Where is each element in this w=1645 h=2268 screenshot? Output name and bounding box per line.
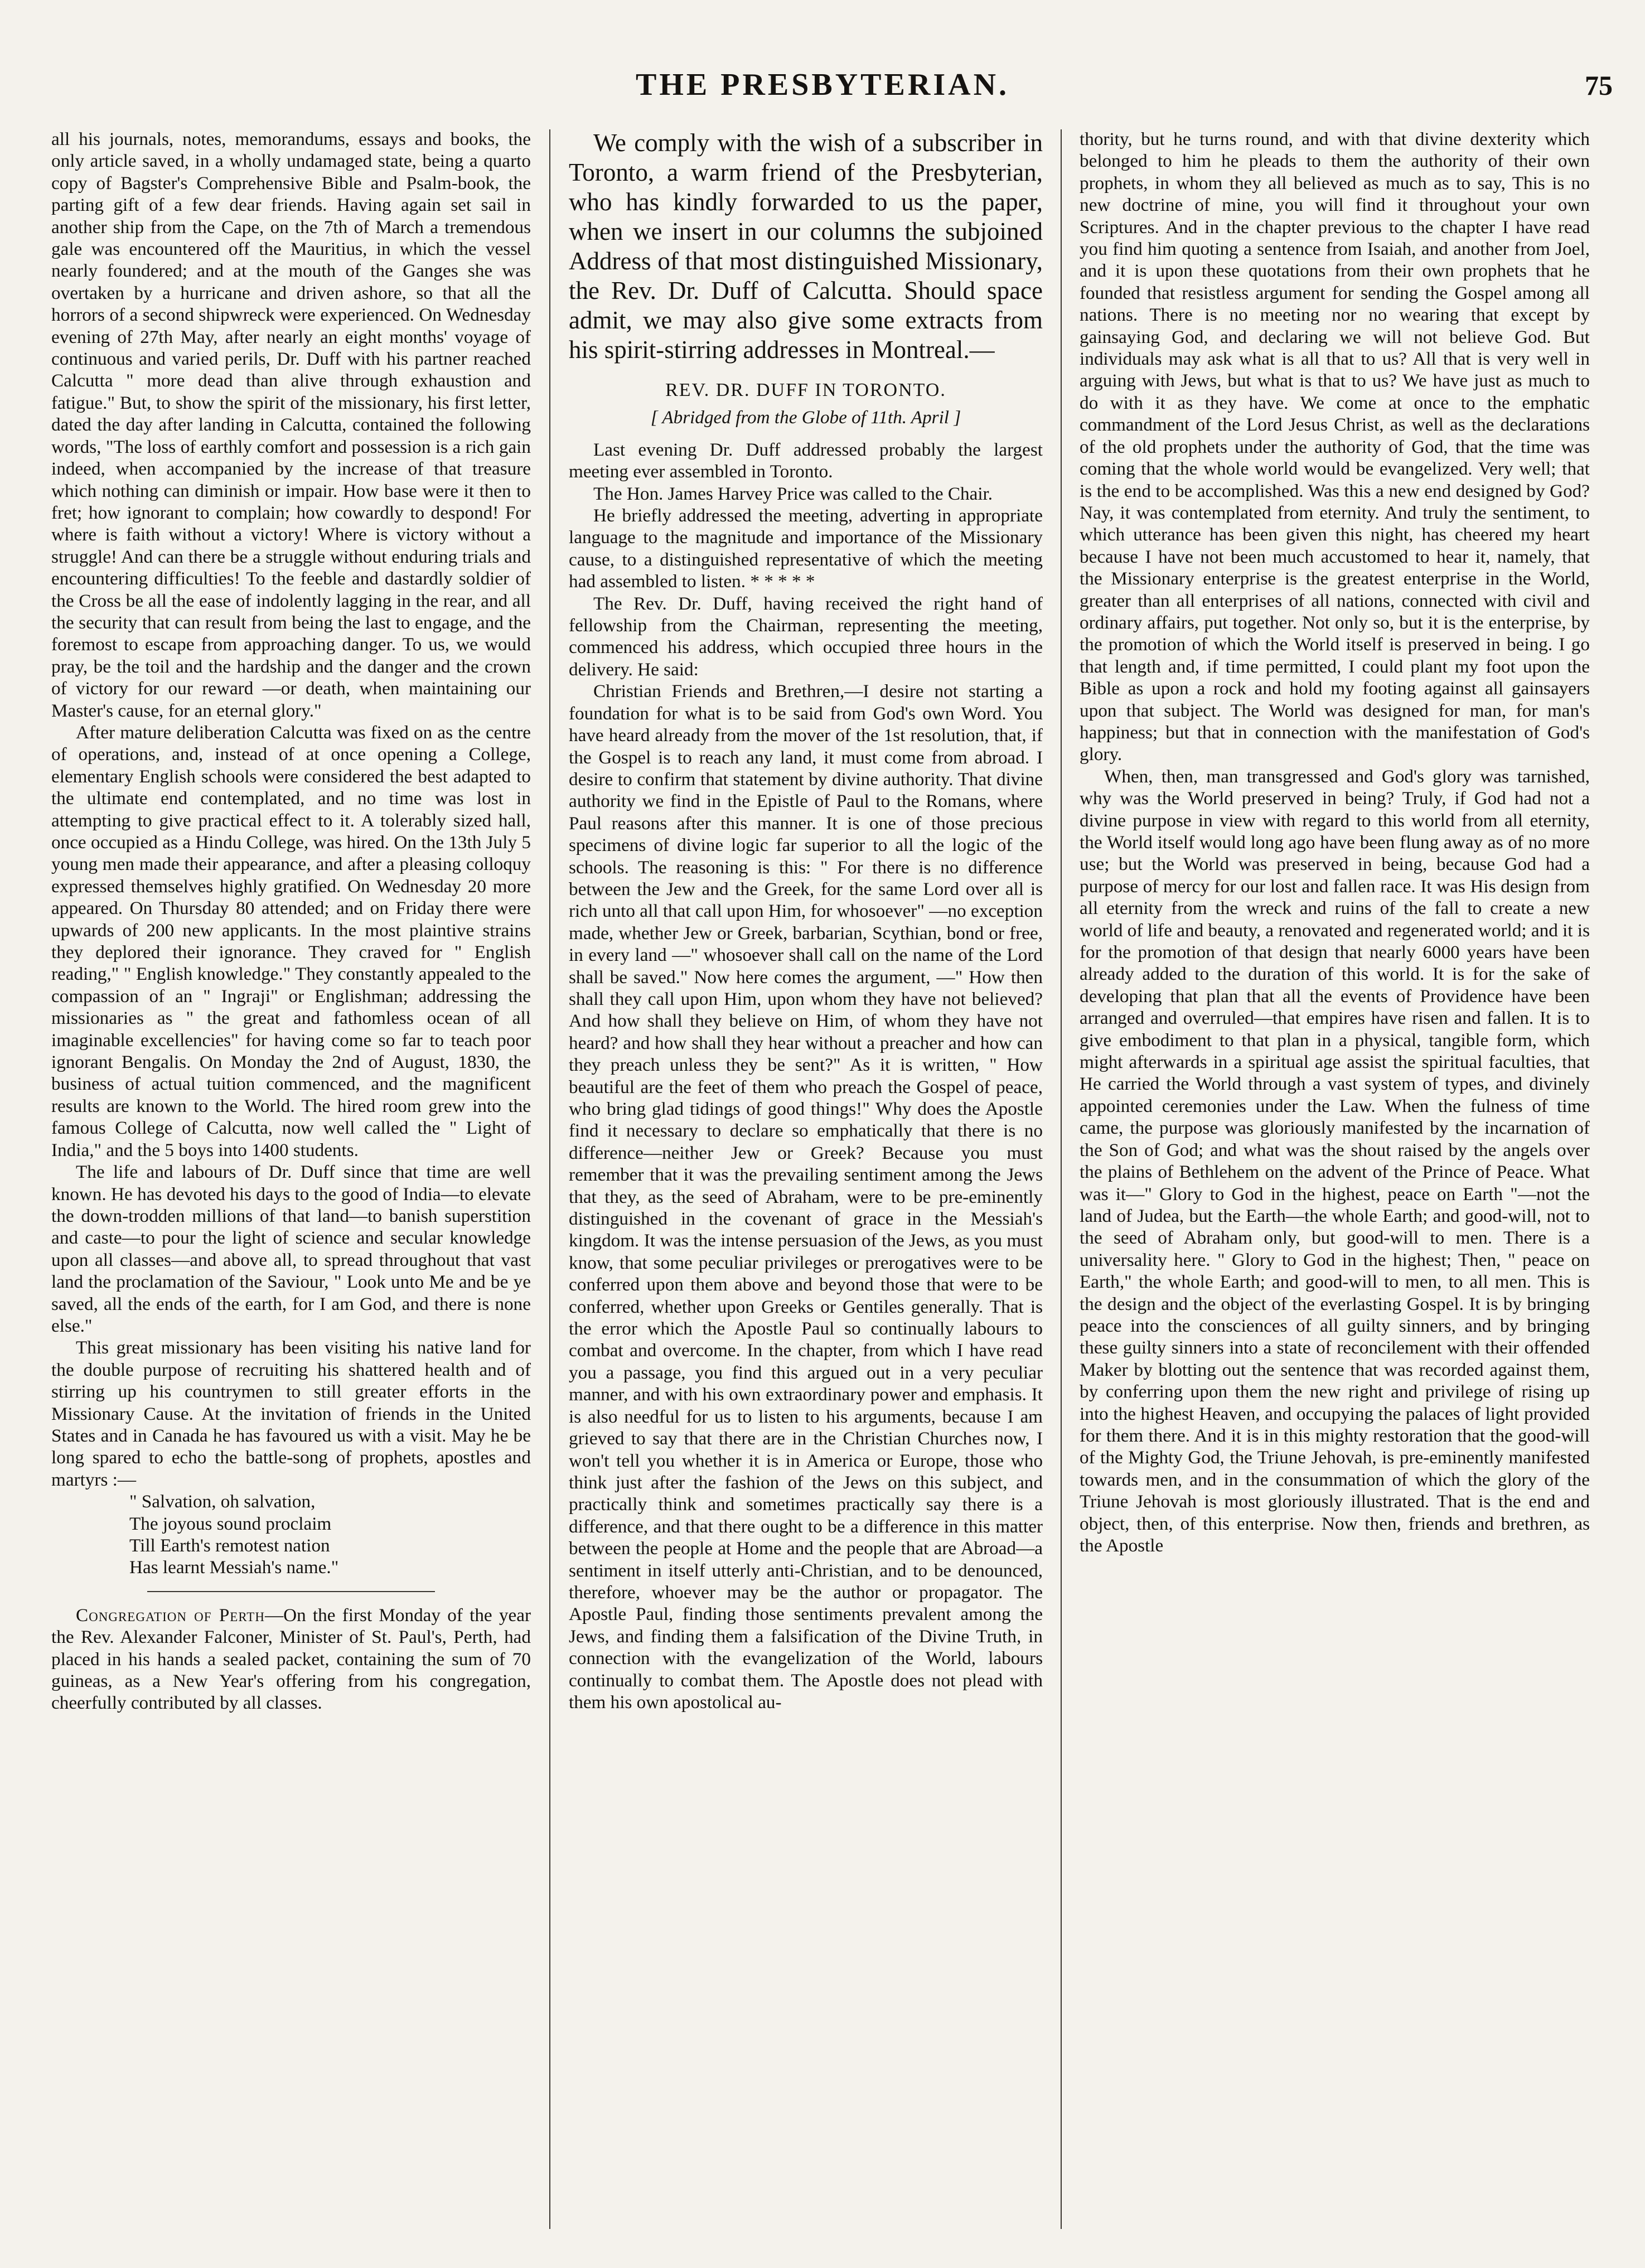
poem-line: Till Earth's remotest nation — [129, 1535, 330, 1556]
column-right — [1080, 128, 1590, 2235]
paragraph: thority, but he turns round, and with that divine dexterity which belonged to him he pleads to them the authority of their own prophets, in whom they all believed as much as to say, This is no new doctrine of mine, you will find it throughout your own Scriptures. And in the chapter previous to the chapter I have read you find him quoting a sentence from Isaiah, and another from Joel, and it is upon these quotations from their own prophets that he founded that resistless argument for sending the Gospel among all nations. There is no meeting nor no wearing that except by gainsaying God, and declaring we will not believe God. But individuals may ask what is all that to us? All that is very well in arguing with Jews, but what is that to us? We have just as much to do with it as they have. We come at once to the emphatic commandment of the Lord Jesus Christ, as well as the declarations of the old prophets under the authority of God, that the time was coming that the whole world would be evangelized. Very well; that is the end to be accomplished. Was this a new end designed by God? Nay, it was contemplated from eternity. And truly the sentiment, to which utterance has been given this night, has cheered my heart because I have not been much accustomed to hear it, namely, that the Missionary enterprise is the greatest enterprise in the World, greater than all enterprises of all nations, connected with civil and ordinary affairs, put together. Not only so, but it is the enterprise, by the promotion of which the World itself is preserved in being. I go that length and, if time permitted, I could plant my foot upon the Bible as upon a rock and hold my footing against all gainsayers upon that subject. The World was designed for man, for man's happiness; but that in connection with the manifestation of God's glory. — [1080, 129, 1590, 765]
column-rule — [1061, 129, 1062, 2229]
article-heading: REV. DR. DUFF IN TORONTO. — [665, 380, 946, 400]
poem-line: Has learnt Messiah's name." — [129, 1557, 339, 1578]
poem-line: The joyous sound proclaim — [129, 1513, 332, 1534]
notice-body: —On the first Monday of the year the Rev. Alexander Falconer, Minister of St. Paul's, Perth, had placed in his hands a sealed packet, containing the sum of 70 guineas, as a New Year's offering from his congregation, cheerfully contributed by all classes. — [51, 1604, 531, 1714]
paragraph: The Rev. Dr. Duff, having received the right hand of fellowship from the Chairman, representing the meeting, commenced his address, which occupied three hours in the delivery. He said: — [569, 593, 1043, 680]
paragraph: The life and labours of Dr. Duff since that time are well known. He has devoted his days to the good of India—to elevate the down-trodden millions of that land—to banish superstition and caste—to pour the light of science and secular knowledge upon all classes—and above all, to spread throughout that vast land the proclamation of the Saviour, " Look unto Me and be ye saved, all the ends of the earth, for I am God, and there is none else." — [51, 1162, 531, 1336]
column-left — [51, 128, 531, 2235]
poem-quote — [51, 1491, 531, 1579]
page-number: 75 — [1585, 70, 1613, 101]
paragraph: all his journals, notes, memorandums, essays and books, the only article saved, in a wholly undamaged state, being a quarto copy of Bagster's Comprehensive Bible and Psalm-book, the parting gift of a few dear friends. Having again set sail in another ship from the Cape, on the 7th of March a tremendous gale was encountered off the Mauritius, in which the vessel nearly foundered; and at the mouth of the Ganges she was overtaken by a hurricane and driven ashore, so that all the horrors of a second shipwreck were experienced. On Wednesday evening of 27th May, after nearly an eight months' voyage of continuous and varied perils, Dr. Duff with his partner reached Calcutta " more dead than alive through exhaustion and fatigue." But, to show the spirit of the missionary, his first letter, dated the day after landing in Calcutta, contained the following words, "The loss of earthly comfort and possession is a rich gain indeed, when accompanied by the increase of that treasure which nothing can diminish or impair. How base were it then to fret; how ignorant to complain; how cowardly to despond! For where is faith without a victory! Where is victory without a struggle! And can there be a struggle without enduring trials and encountering difficulties! To the feeble and dastardly soldier of the Cross be all the ease of indolently lagging in the rear, and all the security that can result from being the last to engage, and the foremost to escape from approaching danger. To us, we would pray, be the toil and the hardship and the danger and the crown of victory for our reward —or death, when maintaining our Master's cause, for an eternal glory." — [51, 129, 531, 721]
section-divider — [147, 1591, 435, 1592]
editorial-intro: We comply with the wish of a subscriber in Toronto, a warm friend of the Presbyterian, who has kindly forwarded to us the paper, when we insert in our columns the subjoined Address of that most distinguished Missionary, the Rev. Dr. Duff of Calcutta. Should space admit, we may also give some extracts from his spirit-stirring addresses in Montreal.— — [569, 129, 1043, 364]
paragraph: When, then, man transgressed and God's glory was tarnished, why was the World preserved in being? Truly, if God had not a divine purpose in view with regard to this world from all eternity, the World itself would long ago have been flung away as of no more use; but the World was preserved in being, because God had a purpose of mercy for our lost and fallen race. It was His design from all eternity from the wreck and ruins of the fall to create a new world of life and beauty, a renovated and regenerated world; and it is for the promotion of that design that nearly 6000 years have been already added to the duration of this world. It is for the sake of developing that plan that all the events of Providence have been arranged and overruled—that empires have risen and fallen. It is to give embodiment to that plan in a physical, tangible form, which might afterwards in a spiritual age assist the spiritual faculties, that He carried the World through a vast system of types, and divinely appointed ceremonies under the Law. When the fulness of time came, the purpose was gloriously manifested by the incarnation of the Son of God; and what was the shout raised by the angels over the plains of Bethlehem on the advent of the Prince of Peace. What was it—" Glory to God in the highest, peace on Earth "—not the land of Judea, but the Earth—the whole Earth; and good-will, not to the seed of Abraham only, but good-will to men. There is a universality here. " Glory to God in the highest; Then, " peace on Earth," the whole Earth; and good-will to men, to all men. This is the design and the object of the everlasting Gospel. It is by bringing peace into the consciences of all guilty sinners, and by bringing these guilty sinners into a state of reconcilement with their offended Maker by blotting out the sentence that was recorded against them, by conferring upon them the new right and privilege of rising up into the highest Heaven, and occupying the palaces of light provided for them there. And it is in this mighty restoration that the good-will of the Mighty God, the Triune Jehovah, is pre-eminently manifested towards men, and in the consummation of which the glory of the Triune Jehovah is most gloriously illustrated. That is the end and object, then, of this enterprise. Now then, friends and brethren, as the Apostle — [1080, 766, 1590, 1556]
paragraph: The Hon. James Harvey Price was called to the Chair. — [593, 483, 993, 504]
paragraph: Christian Friends and Brethren,—I desire not starting a foundation for what is to be said from God's own Word. You have heard already from the mover of the 1st resolution, that, if the Gospel is to reach any land, it must come from abroad. I desire to confirm that statement by divine authority. That divine authority we find in the Epistle of Paul to the Romans, where Paul reasons after this manner. It is one of those precious specimens of divine logic far superior to all the logic of the schools. The reasoning is this: " For there is no difference between the Jew and the Greek, for the same Lord over all is rich unto all that call upon Him, for whosoever" —no exception made, whether Jew or Greek, barbarian, Scythian, bond or free, in every land —" whosoever shall call on the name of the Lord shall be saved." Now here comes the argument, —" How then shall they call upon Him, upon whom they have not believed? And how shall they believe on Him, of whom they have not heard? and how shall they hear without a preacher and how can they preach unless they be sent?" As it is written, " How beautiful are the feet of them who preach the Gospel of peace, who bring glad tidings of good things!" Why does the Apostle find it necessary to declare so emphatically that there is no difference—neither Jew or Greek? Because you must remember that it was the prevailing sentiment among the Jews that they, as the seed of Abraham, were to be pre-eminently distinguished in the covenant of grace in the Messiah's kingdom. It was the intense persuasion of the Jews, as you must know, that some peculiar privileges or prerogatives were to be conferred upon them above and beyond those that were to be conferred, whether upon Greeks or Gentiles generally. That is the error which the Apostle Paul so continually labours to combat and overcome. In the chapter, from which I have read you a passage, you find this argued out in a very peculiar manner, and with his own extraordinary power and emphasis. It is also needful for us to listen to his arguments, because I am grieved to say that there are in the Christian Churches now, I won't tell you whether it is in America or Europe, those who think just after the fashion of the Jews on this subject, and practically think and sometimes practically say there is a difference, and that there ought to be a difference in this matter between the people at Home and the people that are Abroad—a sentiment in itself utterly anti-Christian, and to be denounced, therefore, whoever may be the author or propagator. The Apostle Paul, finding those sentiments prevalent among the Jews, and finding them a falsification of the Divine Truth, in connection with the evangelization of the World, labours continually to combat them. The Apostle does not plead with them his own apostolical au- — [569, 681, 1043, 1713]
notice-title: Congregation of Perth — [76, 1604, 265, 1626]
poem-line: " Salvation, oh salvation, — [129, 1491, 316, 1512]
paragraph: He briefly addressed the meeting, adverting in appropriate language to the magnitude and importance of the Missionary cause, to a distinguished representative of which the meeting had assembled to listen. * * * * * — [569, 505, 1043, 592]
column-middle — [569, 128, 1043, 2235]
article-subheading: [ Abridged from the Globe of 11th. April ] — [650, 407, 961, 428]
notice-paragraph — [51, 1604, 531, 1714]
column-rule — [549, 129, 550, 2229]
running-title: THE PRESBYTERIAN. — [635, 67, 1010, 102]
page-header — [0, 67, 1645, 117]
paragraph: Last evening Dr. Duff addressed probably the largest meeting ever assembled in Toronto. — [569, 439, 1043, 482]
paragraph: After mature deliberation Calcutta was fixed on as the centre of operations, and, instead of at once opening a College, elementary English schools were considered the best adapted to the ultimate end contemplated, and no time was lost in attempting to give practical effect to it. A tolerably sized hall, once occupied as a Hindu College, was hired. On the 13th July 5 young men made their appearance, and after a pleasing colloquy expressed themselves highly gratified. On Wednesday 20 more appeared. On Thursday 80 attended; and on Friday there were upwards of 200 new applicants. In the most plaintive strains they deplored their ignorance. They craved for " English reading," " English knowledge." They constantly appealed to the compassion of an " Ingraji" or Englishman; addressing the missionaries as " the great and fathomless ocean of all imaginable excellencies" for having come so far to teach poor ignorant Bengalis. On Monday the 2nd of August, 1830, the business of actual tuition commenced, and the magnificent results are known to the World. The hired room grew into the famous College of Calcutta, now well called the " Light of India," and the 5 boys into 1400 students. — [51, 722, 531, 1160]
paragraph: This great missionary has been visiting his native land for the double purpose of recruiting his shattered health and of stirring up his countrymen to still greater efforts in the Missionary Cause. At the invitation of friends in the United States and in Canada he has favoured us with a visit. May he be long spared to echo the battle-song of prophets, apostles and martyrs :— — [51, 1337, 531, 1490]
